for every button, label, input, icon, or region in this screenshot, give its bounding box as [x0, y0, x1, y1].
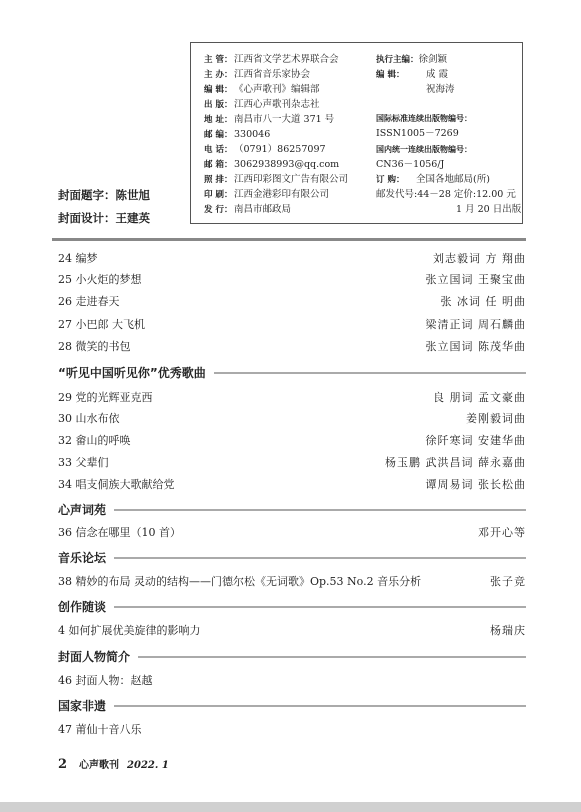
page-number: 2: [58, 757, 68, 772]
toc-item[interactable]: 46 封面人物：赵越: [58, 674, 153, 687]
editors: 编 辑： 成 霞: [376, 69, 449, 80]
issn-value: ISSN1005－7269: [376, 128, 459, 139]
toc-item[interactable]: 24 编梦 刘志毅词 方 翔曲: [58, 252, 526, 265]
toc-item[interactable]: 36 信念在哪里（10 首） 邓开心等: [58, 526, 526, 539]
toc-item[interactable]: 29 党的光辉亚克西 良 朋词 孟文豪曲: [58, 391, 526, 404]
editor-second: 祝海涛: [426, 84, 455, 95]
issue-number: 2022. 1: [127, 760, 169, 771]
toc-item[interactable]: 26 走进春天 张 冰词 任 明曲: [58, 295, 526, 308]
masthead-row-postcode: 邮 编： 330046: [204, 129, 271, 140]
toc-item[interactable]: 47 莆仙十音八乐: [58, 723, 142, 736]
toc-item[interactable]: 34 唱支侗族大歌献给党 谭周易词 张长松曲: [58, 478, 526, 491]
masthead-row-distribution: 发 行： 南昌市邮政局: [204, 204, 292, 215]
toc-item[interactable]: 33 父辈们 杨玉鹏 武洪昌词 薛永嘉曲: [58, 456, 526, 469]
order-info: 订 购： 全国各地邮局(所): [376, 174, 490, 185]
cover-design-credit: 封面设计：王建英: [58, 211, 150, 225]
magazine-name: 心声歌刊: [79, 760, 120, 771]
section-heading: 封面人物简介: [58, 648, 526, 666]
bottom-band: [0, 802, 581, 812]
masthead-row-printing: 印 刷： 江西金港彩印有限公司: [204, 189, 330, 200]
section-heading: 音乐论坛: [58, 549, 526, 567]
publication-date: 1 月 20 日出版: [456, 204, 522, 215]
page-footer: [58, 756, 169, 772]
toc-item[interactable]: 27 小巴郎 大飞机 梁清正词 周石麟曲: [58, 318, 526, 331]
masthead-row-sponsor: 主 办： 江西省音乐家协会: [204, 69, 311, 80]
cover-title-credit: 封面题字：陈世旭: [58, 188, 150, 202]
masthead-row-email: 邮 箱： 3062938993@qq.com: [204, 159, 340, 170]
masthead-row-phone: 电 话： （0791）86257097: [204, 144, 326, 155]
section-heading: 心声词苑: [58, 501, 526, 519]
section-rule: [58, 557, 526, 559]
top-divider: [52, 238, 526, 241]
toc-item[interactable]: 30 山水布依 姜刚毅词曲: [58, 412, 526, 425]
cn-value: CN36－1056/J: [376, 159, 445, 170]
section-heading: 创作随谈: [58, 598, 526, 616]
issn-label: 国际标准连续出版物编号：: [376, 114, 472, 123]
exec-editor: 执行主编：徐剑颖: [376, 54, 448, 65]
section-heading: 国家非遗: [58, 697, 526, 715]
masthead-row-publisher: 出 版： 江西心声歌刊杂志社: [204, 99, 320, 110]
postal-price: 邮发代号:44－28 定价:12.00 元: [376, 189, 516, 200]
toc-item[interactable]: 4 如何扩展优美旋律的影响力 杨瑞庆: [58, 624, 526, 637]
masthead-row-editor: 编 辑： 《心声歌刊》编辑部: [204, 84, 320, 95]
section-rule: [58, 509, 526, 511]
toc-item[interactable]: 25 小火炬的梦想 张立国词 王聚宝曲: [58, 273, 526, 286]
cn-label: 国内统一连续出版物编号：: [376, 145, 472, 154]
toc-item[interactable]: 32 畲山的呼唤 徐阡寒词 安建华曲: [58, 434, 526, 447]
masthead-row-typesetting: 照 排： 江西印彩图文广告有限公司: [204, 174, 349, 185]
section-rule: [58, 705, 526, 707]
toc-item[interactable]: 38 精妙的布局 灵动的结构——门德尔松《无词歌》Op.53 No.2 音乐分析 张子竞: [58, 575, 526, 588]
section-rule: [58, 606, 526, 608]
masthead-row-address: 地 址： 南昌市八一大道 371 号: [204, 114, 335, 125]
masthead-row-supervisor: 主 管： 江西省文学艺术界联合会: [204, 54, 339, 65]
section-heading: “听见中国听见你”优秀歌曲: [58, 364, 526, 382]
toc-item[interactable]: 28 微笑的书包 张立国词 陈茂华曲: [58, 340, 526, 353]
